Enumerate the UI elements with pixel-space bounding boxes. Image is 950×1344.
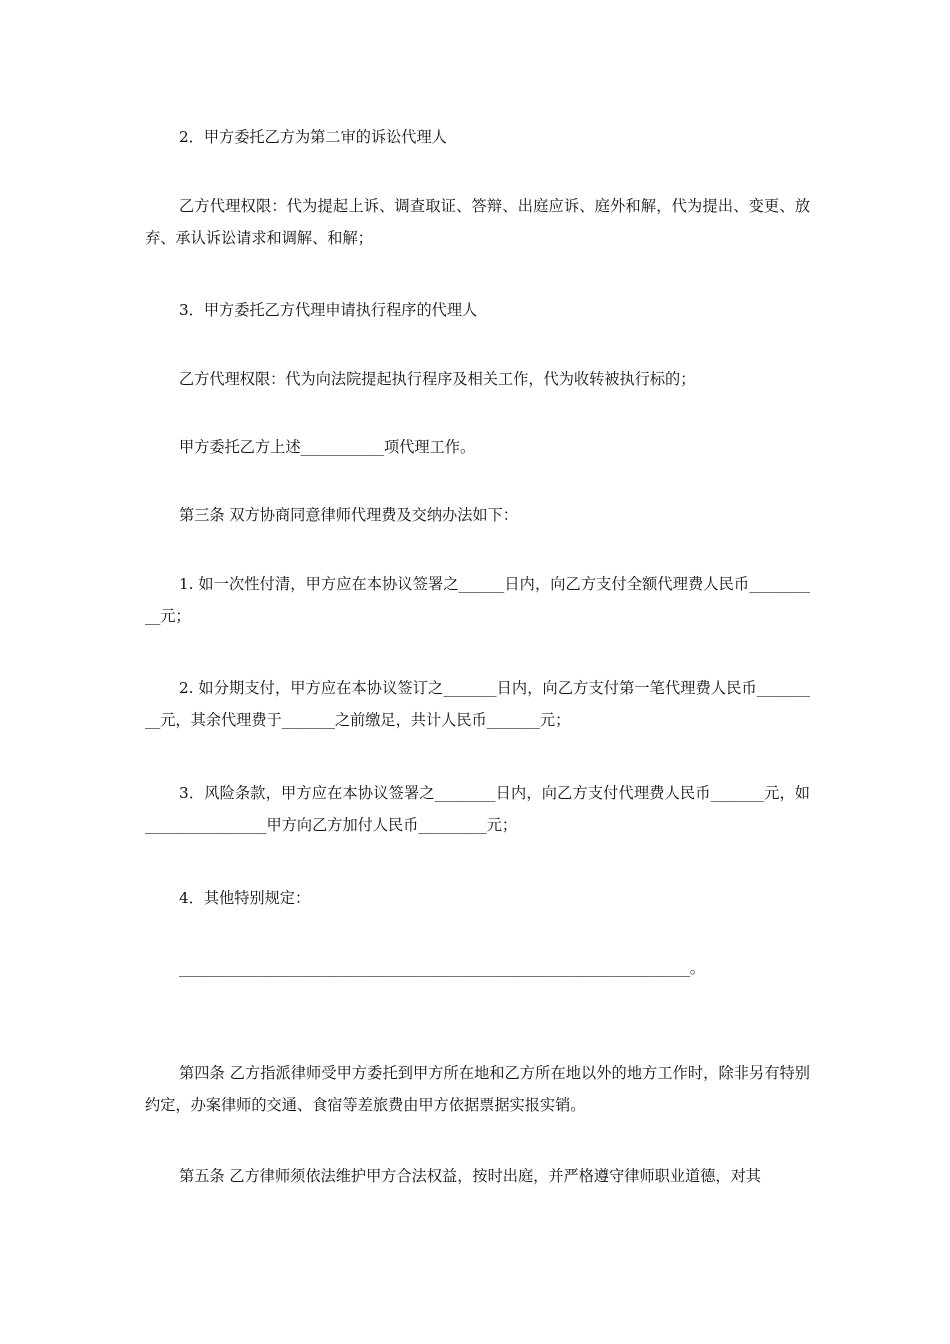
paragraph-second-instance: 2．甲方委托乙方为第二审的诉讼代理人 [179, 128, 447, 146]
paragraph-execution: 3．甲方委托乙方代理申请执行程序的代理人 [179, 301, 478, 319]
blank-line-special-provisions: ________________________________________________________________________。 [179, 959, 705, 977]
article-four: 第四条 乙方指派律师受甲方委托到甲方所在地和乙方所在地以外的地方工作时，除非另有特别约定，办案律师的交通、食宿等差旅费由甲方依据票据实报实销。 [145, 1064, 810, 1114]
paragraph-lump-sum: 1. 如一次性付清，甲方应在本协议签署之______日内，向乙方支付全额代理费人民币__________元； [145, 575, 810, 625]
paragraph-installments: 2. 如分期支付，甲方应在本协议签订之_______日内，向乙方支付第一笔代理费人民币_________元，其余代理费于_______之前缴足，共计人民币_______元； [145, 679, 810, 729]
paragraph-execution-authority: 乙方代理权限：代为向法院提起执行程序及相关工作，代为收转被执行标的； [179, 370, 696, 388]
paragraph-entrusted-items: 甲方委托乙方上述___________项代理工作。 [179, 438, 476, 456]
paragraph-other-provisions: 4．其他特别规定： [179, 889, 311, 907]
paragraph-risk-clause: 3．风险条款，甲方应在本协议签署之________日内，向乙方支付代理费人民币_______元，如________________甲方向乙方加付人民币_________元； [145, 784, 810, 834]
article-three-heading: 第三条 双方协商同意律师代理费及交纳办法如下： [179, 506, 518, 524]
paragraph-second-instance-authority: 乙方代理权限：代为提起上诉、调查取证、答辩、出庭应诉、庭外和解，代为提出、变更、放弃、承认诉讼请求和调解、和解； [145, 197, 810, 247]
article-five: 第五条 乙方律师须依法维护甲方合法权益，按时出庭，并严格遵守律师职业道德，对其 [179, 1167, 761, 1185]
